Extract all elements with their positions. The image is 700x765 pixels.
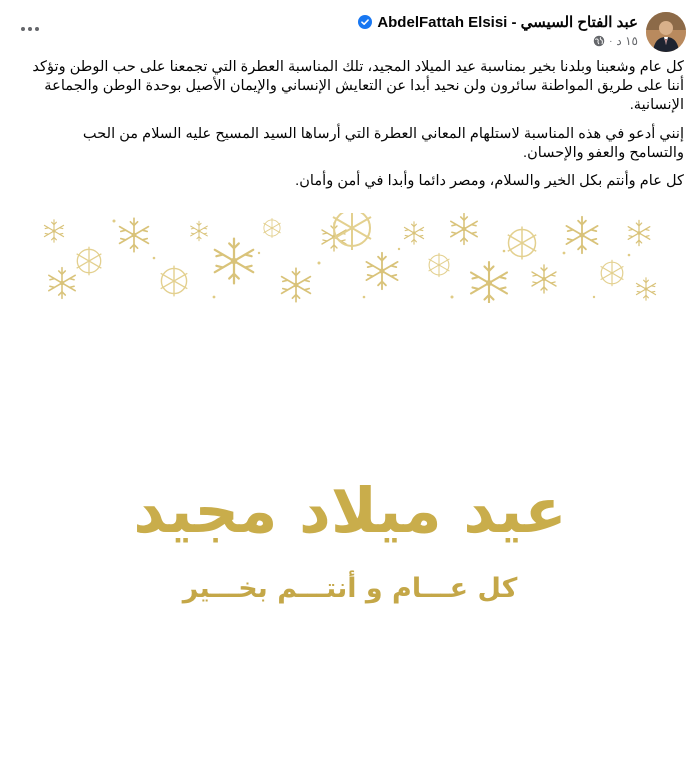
- globe-icon[interactable]: [593, 35, 605, 47]
- verified-badge-icon: [358, 15, 372, 29]
- greeting-title: عيد ميلاد مجيد: [133, 474, 567, 547]
- ellipsis-icon: [21, 27, 25, 31]
- post-meta: [593, 34, 638, 48]
- snowflake-decoration: [34, 213, 660, 303]
- post-image[interactable]: [0, 213, 700, 765]
- meta-separator: ·: [609, 35, 613, 47]
- author-name[interactable]: AbdelFattah Elsisi - عبد الفتاح السيسي: [377, 14, 638, 31]
- author-row: [358, 13, 638, 31]
- post-paragraph: كل عام وأنتم بكل الخير والسلام، ومصر دائما وأبدا في أمن وأمان.: [295, 173, 684, 189]
- post-paragraph: إنني أدعو في هذه المناسبة لاستلهام المعاني العطرة التي أرساها السيد المسيح عليه السلام من الحب والتسامح والعفو والإحسان.: [82, 126, 684, 161]
- post-text: [30, 58, 684, 199]
- more-options-button[interactable]: [14, 18, 46, 40]
- greeting-subtitle: كل عـــام و أنتـــم بخـــير: [182, 573, 518, 604]
- avatar-portrait: [646, 12, 686, 52]
- post-timestamp[interactable]: ١٥ د: [616, 34, 638, 48]
- avatar[interactable]: [646, 12, 686, 52]
- post-paragraph: كل عام وشعبنا وبلدنا بخير بمناسبة عيد الميلاد المجيد، تلك المناسبة العطرة التي تجمعنا على حب الوطن وتؤكد أننا على طريق المواطنة سائرون ولن نحيد أبدا عن التعايش الإنساني والإيمان الأصيل بوحدة الوطن والجماعة الإنسانية.: [32, 59, 684, 113]
